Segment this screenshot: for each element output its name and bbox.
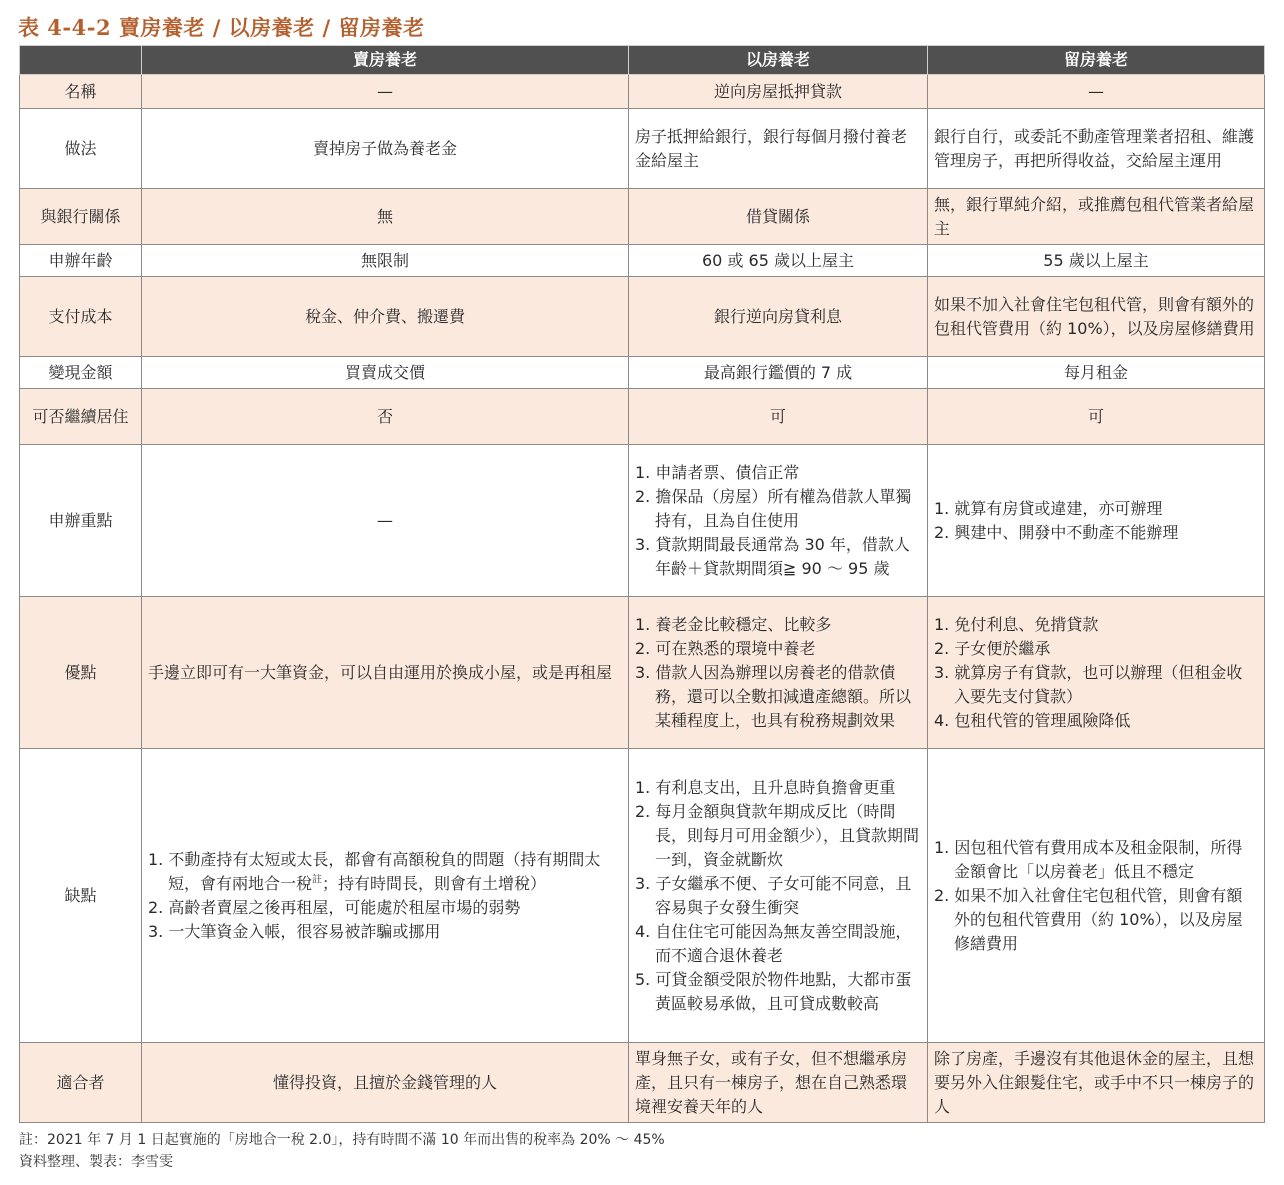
list-item: 3. 貸款期間最長通常為 30 年，借款人年齡＋貸款期間須≧ 90 ～ 95 歲 — [635, 534, 910, 578]
list-item: 1. 因包租代管有費用成本及租金限制，所得金額會比「以房養老」低且不穩定 — [934, 837, 1243, 881]
row-bank-relation — [20, 189, 1265, 245]
cell: — — [928, 75, 1265, 109]
cell — [142, 749, 629, 1043]
list-item: 2. 子女便於繼承 — [934, 638, 1051, 658]
cell: 單身無子女，或有子女，但不想繼承房產，且只有一棟房子，想在自己熟悉環境裡安養天年的人 — [629, 1043, 928, 1123]
row-label: 名稱 — [20, 75, 142, 109]
list-item: 1. 就算有房貸或違建，亦可辦理 — [934, 498, 1163, 518]
header-sell-house: 賣房養老 — [142, 46, 629, 75]
cell: 銀行逆向房貸利息 — [629, 277, 928, 357]
footnote: 註：2021 年 7 月 1 日起實施的「房地合一稅 2.0」，持有時間不滿 10 年而出售的稅率為 20% ～ 45% — [19, 1132, 665, 1148]
row-name — [20, 75, 1265, 109]
list-item: 2. 高齡者賣屋之後再租屋，可能處於租屋市場的弱勢 — [148, 897, 521, 917]
list-item: 1. 申請者票、債信正常 — [635, 462, 800, 482]
row-suitable-for — [20, 1043, 1265, 1123]
list-item: 4. 包租代管的管理風險降低 — [934, 710, 1131, 730]
list-item: 1. 有利息支出，且升息時負擔會更重 — [635, 777, 896, 797]
list-item: 2. 如果不加入社會住宅包租代管，則會有額外的包租代管費用（約 10%），以及房屋修繕費用 — [934, 885, 1243, 953]
list-item: 5. 可貸金額受限於物件地點，大都市蛋黃區較易承做，且可貸成數較高 — [635, 969, 912, 1013]
row-application-points — [20, 445, 1265, 597]
point-list — [635, 776, 921, 1016]
item-text-after-note: ；持有時間長，則會有土增稅） — [322, 873, 547, 893]
cell: 銀行自行，或委託不動產管理業者招租、維護管理房子，再把所得收益，交給屋主運用 — [928, 109, 1265, 189]
cell — [928, 749, 1265, 1043]
cell: 房子抵押給銀行，銀行每個月撥付養老金給屋主 — [629, 109, 928, 189]
list-item: 2. 每月金額與貸款年期成反比（時間長，則每月可用金額少），且貸款期間一到，資金就斷炊 — [635, 801, 920, 869]
item-text-before-note: 1. 不動產持有太短或太長，都會有高額稅負的問題（持有期間太短，會有兩地合一稅 — [148, 849, 601, 893]
list-item: 1. 養老金比較穩定、比較多 — [635, 614, 832, 634]
cell: — — [142, 75, 629, 109]
row-label: 變現金額 — [20, 357, 142, 389]
cell — [928, 445, 1265, 597]
cell: 賣掉房子做為養老金 — [142, 109, 629, 189]
list-item: 4. 自住住宅可能因為無友善空間設施，而不適合退休養老 — [635, 921, 912, 965]
list-item: 3. 一大筆資金入帳，很容易被詐騙或挪用 — [148, 921, 441, 941]
row-label: 缺點 — [20, 749, 142, 1043]
header-blank — [20, 46, 142, 75]
list-item: 3. 借款人因為辦理以房養老的借款債務，還可以全數扣減遺產總額。所以某種程度上，也具有稅務規劃效果 — [635, 662, 912, 730]
cell — [928, 597, 1265, 749]
list-item: 3. 子女繼承不便、子女可能不同意，且容易與子女發生衝突 — [635, 873, 912, 917]
cell — [629, 597, 928, 749]
row-cash-amount — [20, 357, 1265, 389]
list-item: 2. 興建中、開發中不動產不能辦理 — [934, 522, 1179, 542]
row-age — [20, 245, 1265, 277]
header-keep-house: 留房養老 — [928, 46, 1265, 75]
point-list — [934, 613, 1258, 733]
cell: 60 或 65 歲以上屋主 — [629, 245, 928, 277]
cell: 除了房產，手邊沒有其他退休金的屋主，且想要另外入住銀髮住宅，或手中不只一棟房子的人 — [928, 1043, 1265, 1123]
cell: 買賣成交價 — [142, 357, 629, 389]
cell — [629, 749, 928, 1043]
cell: 否 — [142, 389, 629, 445]
cell: 無，銀行單純介紹，或推薦包租代管業者給屋主 — [928, 189, 1265, 245]
row-disadvantages — [20, 749, 1265, 1043]
row-method — [20, 109, 1265, 189]
row-label: 適合者 — [20, 1043, 142, 1123]
list-item: 1. 免付利息、免揹貸款 — [934, 614, 1099, 634]
point-list — [635, 613, 921, 733]
cell: 懂得投資，且擅於金錢管理的人 — [142, 1043, 629, 1123]
cell: 手邊立即可有一大筆資金，可以自由運用於換成小屋，或是再租屋 — [142, 597, 629, 749]
cell: 可 — [928, 389, 1265, 445]
list-item: 3. 就算房子有貸款，也可以辦理（但租金收入要先支付貸款） — [934, 662, 1243, 706]
cell: 如果不加入社會住宅包租代管，則會有額外的包租代管費用（約 10%），以及房屋修繕費用 — [928, 277, 1265, 357]
credit: 資料整理、製表：李雪雯 — [19, 1154, 173, 1170]
row-label: 支付成本 — [20, 277, 142, 357]
cell: 55 歲以上屋主 — [928, 245, 1265, 277]
cell: 可 — [629, 389, 928, 445]
row-advantages — [20, 597, 1265, 749]
point-list — [148, 848, 622, 944]
note-mark: 註 — [312, 874, 323, 886]
point-list — [934, 836, 1258, 956]
row-label: 申辦重點 — [20, 445, 142, 597]
point-list — [635, 461, 921, 581]
list-item: 2. 可在熟悉的環境中養老 — [635, 638, 816, 658]
list-item — [148, 848, 622, 896]
table-title: 表 4-4-2 賣房養老 / 以房養老 / 留房養老 — [18, 15, 425, 40]
point-list — [934, 497, 1258, 545]
comparison-table — [19, 45, 1265, 1123]
cell: 最高銀行鑑價的 7 成 — [629, 357, 928, 389]
cell: 借貸關係 — [629, 189, 928, 245]
row-cost — [20, 277, 1265, 357]
row-label: 優點 — [20, 597, 142, 749]
row-label: 與銀行關係 — [20, 189, 142, 245]
header-row — [20, 46, 1265, 75]
header-reverse-mortgage: 以房養老 — [629, 46, 928, 75]
row-continue-living — [20, 389, 1265, 445]
cell: 稅金、仲介費、搬遷費 — [142, 277, 629, 357]
row-label: 可否繼續居住 — [20, 389, 142, 445]
cell — [629, 445, 928, 597]
row-label: 做法 — [20, 109, 142, 189]
cell: 無 — [142, 189, 629, 245]
row-label: 申辦年齡 — [20, 245, 142, 277]
cell: 每月租金 — [928, 357, 1265, 389]
cell: 逆向房屋抵押貸款 — [629, 75, 928, 109]
list-item: 2. 擔保品（房屋）所有權為借款人單獨持有，且為自住使用 — [635, 486, 912, 530]
cell: — — [142, 445, 629, 597]
cell: 無限制 — [142, 245, 629, 277]
